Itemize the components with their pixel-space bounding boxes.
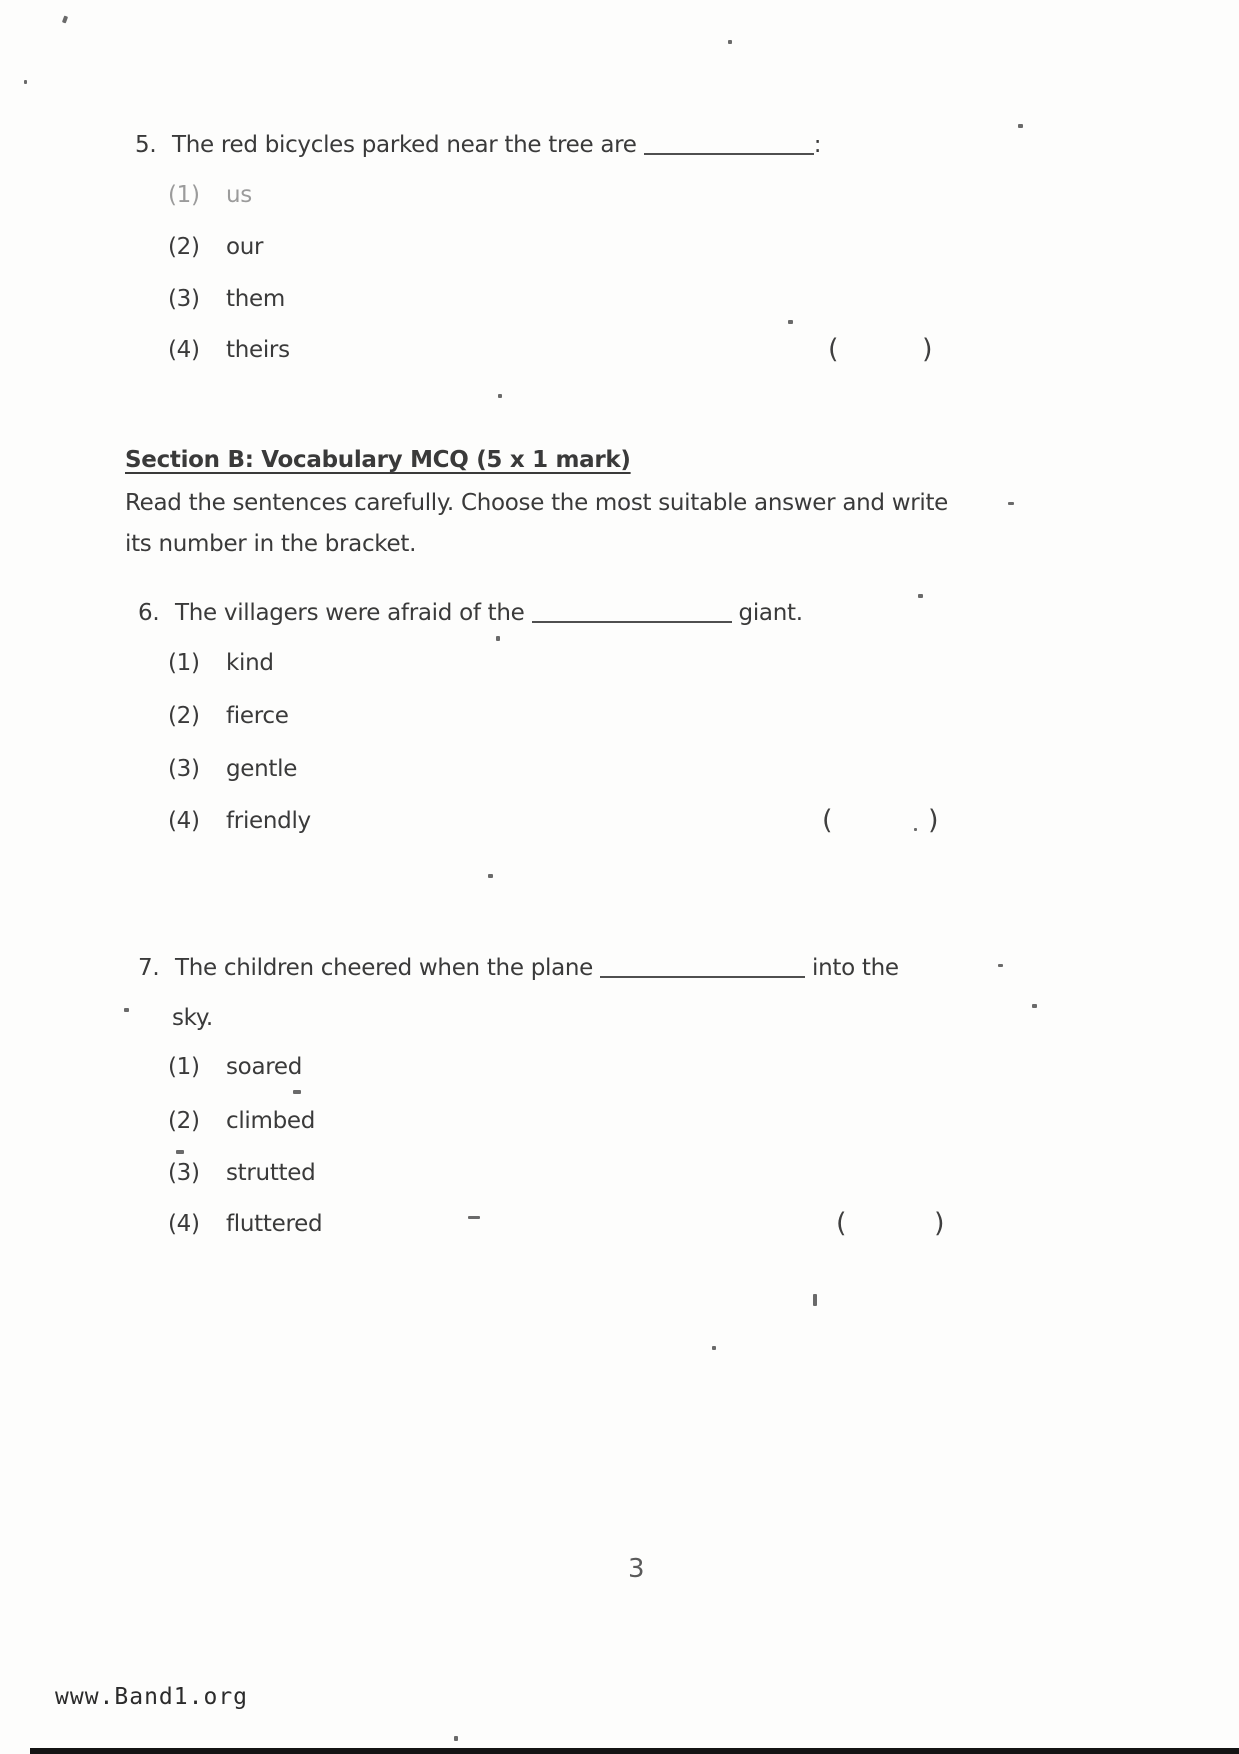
question-7-number: 7. xyxy=(138,954,160,981)
option-text: gentle xyxy=(226,756,298,782)
option-text: kind xyxy=(226,650,274,676)
section-b-heading: Section B: Vocabulary MCQ (5 x 1 mark) xyxy=(125,447,631,473)
option-label: (2) xyxy=(168,703,200,729)
answer-bracket-open-q7: ( xyxy=(836,1208,847,1239)
option-label: (1) xyxy=(168,1054,200,1080)
scan-speck xyxy=(712,1346,716,1350)
question-6-answer-blank xyxy=(532,599,732,623)
option-label: (2) xyxy=(168,1108,200,1134)
scan-speck xyxy=(176,1150,184,1154)
scan-edge-bar xyxy=(30,1748,1239,1754)
scan-speck xyxy=(124,1008,129,1012)
question-7-answer-blank xyxy=(600,954,805,978)
option-text: friendly xyxy=(226,808,311,834)
option-label: (4) xyxy=(168,1211,200,1237)
scan-speck xyxy=(62,16,68,24)
question-6-text: The villagers were afraid of the xyxy=(175,599,525,626)
question-7-prompt xyxy=(138,951,899,981)
question-7-prompt-line2: sky. xyxy=(172,1005,213,1031)
option-label: (4) xyxy=(168,808,200,834)
scan-speck xyxy=(293,1090,301,1094)
option-label: (4) xyxy=(168,337,200,363)
scan-speck xyxy=(24,80,27,84)
answer-bracket-close-q5: ) xyxy=(922,334,933,365)
option-text: climbed xyxy=(226,1108,316,1134)
scan-speck xyxy=(813,1294,817,1306)
option-label: (3) xyxy=(168,756,200,782)
question-7-text-after: into the xyxy=(812,954,899,981)
scan-speck xyxy=(488,874,493,878)
scan-speck xyxy=(496,636,500,641)
scan-speck xyxy=(454,1736,458,1741)
page-number: 3 xyxy=(628,1554,645,1584)
footer-website-url: www.Band1.org xyxy=(55,1684,249,1710)
option-text: us xyxy=(226,182,252,208)
option-text: theirs xyxy=(226,337,290,363)
option-label: (3) xyxy=(168,286,200,312)
option-label: (2) xyxy=(168,234,200,260)
section-b-instructions-line1: Read the sentences carefully. Choose the most suitable answer and write xyxy=(125,490,949,516)
scan-speck xyxy=(728,40,732,44)
question-6-text-after: giant. xyxy=(738,599,803,626)
option-text: them xyxy=(226,286,285,312)
question-5-number: 5. xyxy=(135,131,157,158)
option-label: (1) xyxy=(168,182,200,208)
question-5-text: The red bicycles parked near the tree are xyxy=(172,131,637,158)
scan-speck xyxy=(918,594,923,598)
scan-speck xyxy=(468,1216,480,1219)
question-6-number: 6. xyxy=(138,599,160,626)
question-5-prompt xyxy=(135,128,821,158)
scan-speck xyxy=(498,394,502,398)
answer-bracket-open-q6: ( xyxy=(822,805,833,836)
option-text: soared xyxy=(226,1054,303,1080)
option-label: (3) xyxy=(168,1160,200,1186)
question-7-text: The children cheered when the plane xyxy=(175,954,594,981)
option-text: our xyxy=(226,234,264,260)
answer-bracket-close-q7: ) xyxy=(934,1208,945,1239)
scan-speck xyxy=(998,964,1003,967)
answer-bracket-close-q6: ) xyxy=(928,805,939,836)
option-text: fluttered xyxy=(226,1211,323,1237)
scan-speck xyxy=(1018,124,1023,128)
scan-speck xyxy=(1008,502,1014,505)
section-b-instructions-line2: its number in the bracket. xyxy=(125,531,417,557)
option-label: (1) xyxy=(168,650,200,676)
scan-speck xyxy=(914,828,917,831)
option-text: strutted xyxy=(226,1160,316,1186)
option-text: fierce xyxy=(226,703,289,729)
question-6-prompt xyxy=(138,596,803,626)
scan-speck xyxy=(1032,1004,1037,1008)
scan-speck xyxy=(788,320,793,324)
question-5-text-after: : xyxy=(813,131,822,158)
answer-bracket-open-q5: ( xyxy=(828,334,839,365)
question-5-answer-blank xyxy=(644,131,814,155)
